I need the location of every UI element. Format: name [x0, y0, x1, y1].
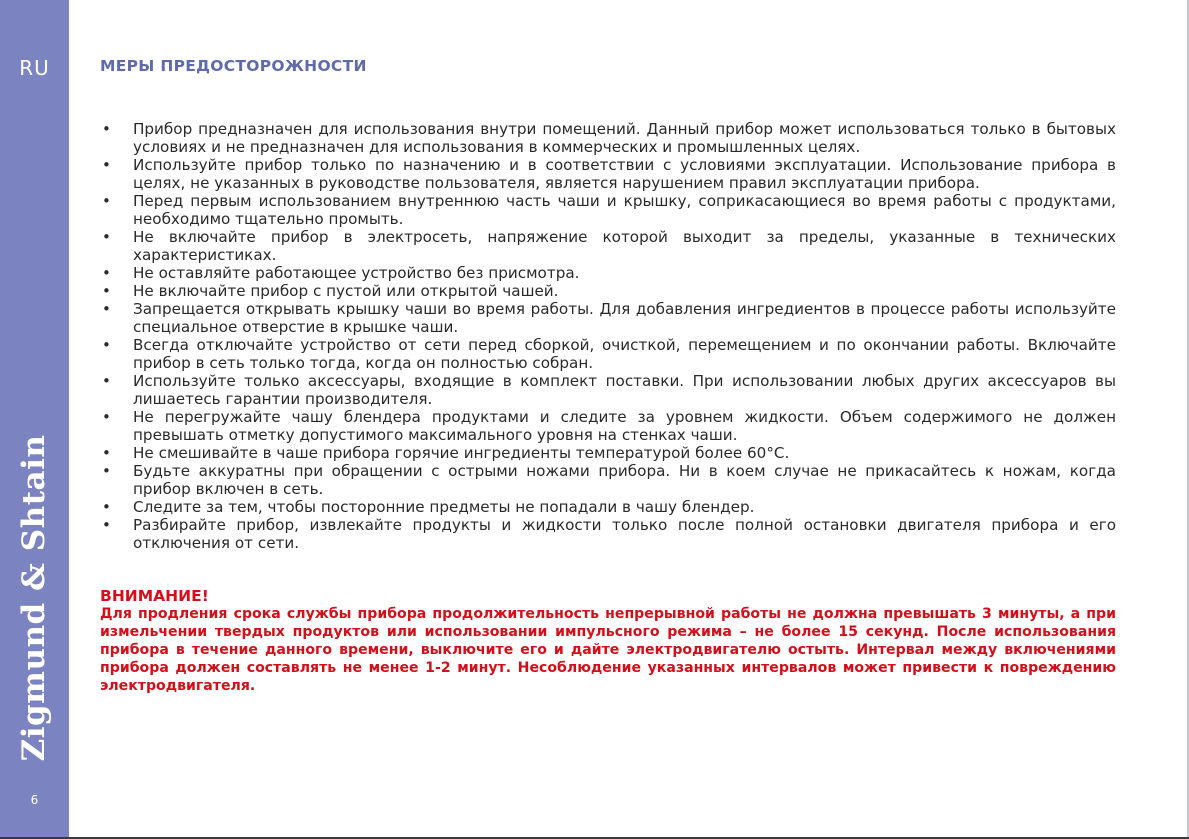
list-item-text: Перед первым использованием внутреннюю часть чаши и крышку, соприкасающиеся во время работы с продуктами, необходимо тщательно промыть.: [133, 192, 1116, 228]
list-item: [100, 498, 1116, 516]
warning-text: Для продления срока службы прибора продолжительность непрерывной работы не должна превышать 3 минуты, а при измельчении твердых продуктов или использовании импульсного режима – не более 15 секунд. После использования прибора в течение данного времени, выключите его и дайте электродвигателю остыть. Интервал между включениями прибора должен составлять не менее 1-2 минут. Несоблюдение указанных интервалов может привести к повреждению электродвигателя.: [100, 606, 1116, 694]
list-item-text: Не смешивайте в чаше прибора горячие ингредиенты температурой более 60°С.: [133, 444, 790, 462]
bullet-icon: •: [102, 516, 111, 534]
precautions-list: [100, 120, 1116, 552]
list-item: [100, 444, 1116, 462]
list-item-text: Будьте аккуратны при обращении с острыми ножами прибора. Ни в коем случае не прикасайтесь к ножам, когда прибор включен в сеть.: [133, 462, 1116, 498]
bullet-icon: •: [102, 498, 111, 516]
list-item-text: Запрещается открывать крышку чаши во время работы. Для добавления ингредиентов в процессе работы используйте специальное отверстие в крышке чаши.: [133, 300, 1116, 336]
list-item-text: Разбирайте прибор, извлекайте продукты и жидкости только после полной остановки двигателя прибора и его отключения от сети.: [133, 516, 1116, 552]
list-item-text: Не включайте прибор с пустой или открытой чашей.: [133, 282, 559, 300]
list-item-text: Не перегружайте чашу блендера продуктами и следите за уровнем жидкости. Объем содержимого не должен превышать отметку допустимого максимального уровня на стенках чаши.: [133, 408, 1116, 444]
warning-title: ВНИМАНИЕ!: [100, 587, 209, 605]
brand-logo: Zigmund & Shtain: [16, 434, 52, 762]
bullet-icon: •: [102, 444, 111, 462]
sidebar: [0, 0, 69, 839]
list-item: [100, 156, 1116, 192]
list-item: [100, 120, 1116, 156]
list-item-text: Всегда отключайте устройство от сети перед сборкой, очисткой, перемещением и по окончании работы. Включайте прибор в сеть только тогда, когда он полностью собран.: [133, 336, 1116, 372]
list-item-text: Не оставляйте работающее устройство без присмотра.: [133, 264, 580, 282]
bullet-icon: •: [102, 462, 111, 480]
list-item-text: Следите за тем, чтобы посторонние предметы не попадали в чашу блендер.: [133, 498, 755, 516]
list-item: [100, 192, 1116, 228]
list-item-text: Прибор предназначен для использования внутри помещений. Данный прибор может использоваться только в бытовых условиях и не предназначен для использования в коммерческих и промышленных целях.: [133, 120, 1116, 156]
bullet-icon: •: [102, 156, 111, 174]
bullet-icon: •: [102, 192, 111, 210]
language-label: RU: [19, 56, 50, 80]
bullet-icon: •: [102, 282, 111, 300]
list-item: [100, 228, 1116, 264]
list-item: [100, 516, 1116, 552]
list-item: [100, 300, 1116, 336]
bullet-icon: •: [102, 120, 111, 138]
bullet-icon: •: [102, 300, 111, 318]
section-heading: МЕРЫ ПРЕДОСТОРОЖНОСТИ: [100, 57, 367, 75]
list-item: [100, 336, 1116, 372]
bullet-icon: •: [102, 336, 111, 354]
bullet-icon: •: [102, 408, 111, 426]
bullet-icon: •: [102, 228, 111, 246]
page-number: 6: [30, 793, 39, 807]
bullet-icon: •: [102, 372, 111, 390]
list-item-text: Используйте только аксессуары, входящие в комплект поставки. При использовании любых других аксессуаров вы лишаетесь гарантии производителя.: [133, 372, 1116, 408]
list-item: [100, 408, 1116, 444]
list-item: [100, 372, 1116, 408]
list-item: [100, 462, 1116, 498]
list-item: [100, 264, 1116, 282]
list-item-text: Не включайте прибор в электросеть, напряжение которой выходит за пределы, указанные в технических характеристиках.: [133, 228, 1116, 264]
bullet-icon: •: [102, 264, 111, 282]
list-item: [100, 282, 1116, 300]
list-item-text: Используйте прибор только по назначению и в соответствии с условиями эксплуатации. Использование прибора в целях, не указанных в руководстве пользователя, является нарушением правил эксплуатации прибора.: [133, 156, 1116, 192]
